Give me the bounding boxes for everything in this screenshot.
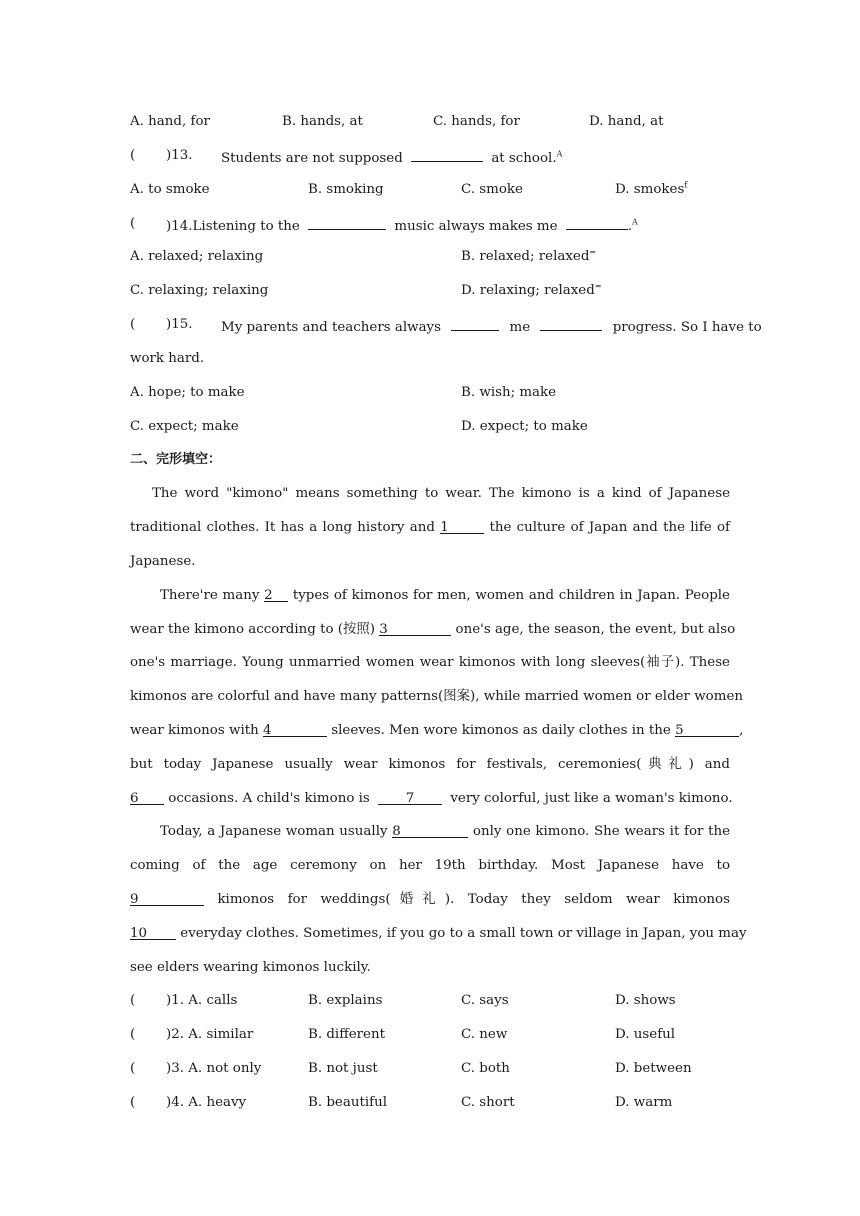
blank-8: 8: [392, 822, 468, 838]
passage-line: 6 occasions. A child's kimono is 7 very colorful, just like a woman's kimono.: [130, 791, 733, 806]
document-page: A. hand, for B. hands, at C. hands, for D. hand, at ( )13. Students are not supposed at school.$^A$ A. to smoke B. smoking C. smoke D. smokes$^f$ ( )14.Listening to the music always makes me .$^A$ A. relaxed; relaxing B. relaxed; relaxed= C. relaxing; relaxing D. relaxing; relaxed= ( )15. My parents and teachers always me progress. So I have to work hard. A. hope; to make B. wish; make C. expect; make D. expect; to make 二、完形填空： The word "kimono" means something to wear. The kimono is a kind of Japanese traditional clothes. It has a long history and 1 the culture of Japan and the life of Japanese. There're many 2 types of kimonos for men, women and children in Japan. People wear the kimono according to (按照) 3 one's age, the season, the event, but also one's marriage. Young unmarried women wear kimonos with long sleeves(袖子). These kimonos are colorful and have many patterns(图案), while married women or elder women wear kimonos with 4 sleeves. Men wore kimonos as daily clothes in the 5 , but today Japanese usually wear kimonos for festivals, ceremonies(典礼) and 6 occasions. A child's kimono is 7 very colorful, just like a woman's kimono. Today, a Japanese woman usually 8 only one kimono. She wears it for the coming of the age ceremony on her 19th birthday. Most Japanese have to 9 kimonos for weddings(婚礼). Today they seldom wear kimonos 10 everyday clothes. Sometimes, if you go to a small town or village in Japan, you may see elders wearing kimonos luckily. ( )1. A. calls B. explains C. says D. shows ( )2. A. similar B. different C. new D. useful ( )3. A. not only B. not just C. both D. between ( )4. A. heavy B. beautiful C. short D. warm: [130, 114, 762, 1110]
passage-line: Japanese.: [130, 554, 196, 569]
question-text: Students are not supposed at school.$^A$: [221, 146, 562, 169]
passage-line: but today Japanese usually wear kimonos for festivals, ceremonies(典礼) and: [130, 757, 730, 772]
blank-6: 6: [130, 789, 164, 805]
question-number: )15.: [166, 317, 193, 332]
blank-3: 3: [379, 620, 451, 636]
section-heading: 二、完形填空：: [130, 452, 222, 467]
passage-line: wear the kimono according to (按照) 3 one's age, the season, the event, but also: [130, 622, 736, 637]
option-c: C. hands, for: [433, 114, 520, 129]
passage-line: see elders wearing kimonos luckily.: [130, 960, 371, 975]
question-number: )13.: [166, 148, 193, 163]
passage-line: There're many 2 types of kimonos for men, women and children in Japan. People: [160, 588, 730, 603]
passage-line: Today, a Japanese woman usually 8 only one kimono. She wears it for the: [160, 824, 731, 839]
blank-9: 9: [130, 890, 204, 906]
passage-line: 9 kimonos for weddings(婚礼). Today they seldom wear kimonos: [130, 892, 730, 907]
passage-line: one's marriage. Young unmarried women wear kimonos with long sleeves(袖子). These: [130, 655, 730, 670]
answer-blank: [308, 214, 386, 230]
blank-2: 2: [264, 586, 288, 602]
blank-1: 1: [440, 518, 484, 534]
blank-4: 4: [263, 721, 327, 737]
answer-blank: [566, 214, 628, 230]
question-15-continued: work hard.: [130, 351, 205, 366]
answer-blank: [411, 146, 483, 162]
passage-line: The word "kimono" means something to wear. The kimono is a kind of Japanese: [152, 486, 730, 501]
question-number: )14.Listening to the: [166, 219, 300, 234]
blank-5: 5: [675, 721, 739, 737]
passage-line: wear kimonos with 4 sleeves. Men wore kimonos as daily clothes in the 5 ,: [130, 723, 744, 738]
option-d: D. hand, at: [589, 114, 664, 129]
option-b: B. hands, at: [282, 114, 363, 129]
blank-10: 10: [130, 924, 176, 940]
passage-line: 10 everyday clothes. Sometimes, if you go to a small town or village in Japan, you may: [130, 926, 747, 941]
answer-blank: [540, 315, 602, 331]
passage-line: kimonos are colorful and have many patterns(图案), while married women or elder women: [130, 689, 743, 704]
answer-blank: [451, 315, 499, 331]
option-a: A. hand, for: [130, 114, 210, 129]
passage-line: coming of the age ceremony on her 19th birthday. Most Japanese have to: [130, 858, 730, 873]
passage-line: traditional clothes. It has a long history and 1 the culture of Japan and the life of: [130, 520, 730, 535]
blank-7: 7: [378, 789, 442, 805]
